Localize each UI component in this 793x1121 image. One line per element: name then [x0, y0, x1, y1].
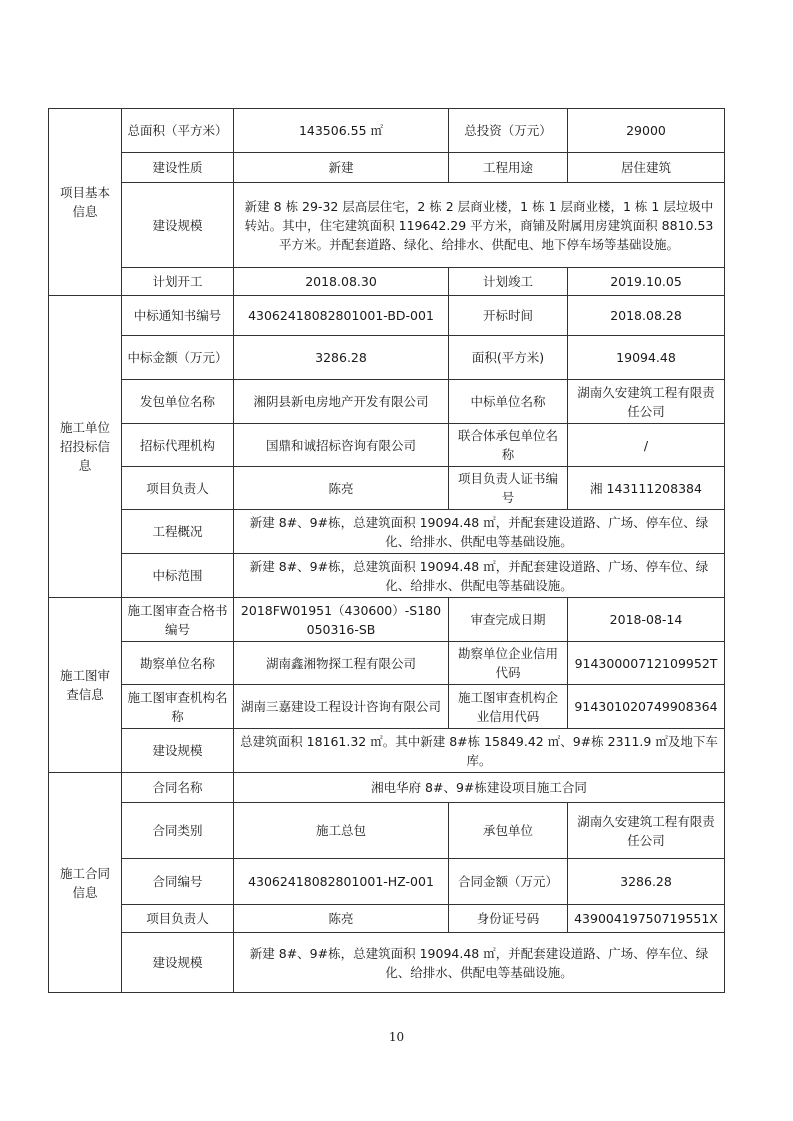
- contract-amount-label: 合同金额（万元）: [449, 859, 568, 905]
- bid-area-value: 19094.48: [568, 336, 725, 380]
- contract-scale-value: 新建 8#、9#栋，总建筑面积 19094.48 ㎡，并配套建设道路、广场、停车位、绿化、给排水、供配电等基础设施。: [234, 933, 725, 993]
- contract-contractor-value: 湖南久安建筑工程有限责任公司: [568, 803, 725, 859]
- review-row-cert: [49, 598, 725, 642]
- basic-row-scale: [49, 183, 725, 268]
- bid-row-units: [49, 380, 725, 424]
- contract-row-no: [49, 859, 725, 905]
- basic-row-nature: [49, 153, 725, 183]
- basic-invest-label: 总投资（万元）: [449, 109, 568, 153]
- contract-id-value: 43900419750719551X: [568, 905, 725, 933]
- review-cert-no-value: 2018FW01951（430600）-S180050316-SB: [234, 598, 449, 642]
- contract-row-scale: [49, 933, 725, 993]
- bid-cert-label: 项目负责人证书编号: [449, 467, 568, 510]
- bid-manager-label: 项目负责人: [122, 467, 234, 510]
- bid-row-overview: [49, 510, 725, 554]
- project-info-table: [48, 108, 725, 993]
- contract-scale-label: 建设规模: [122, 933, 234, 993]
- basic-finish-label: 计划竣工: [449, 268, 568, 296]
- bid-agency-value: 国鼎和诚招标咨询有限公司: [234, 424, 449, 467]
- basic-nature-label: 建设性质: [122, 153, 234, 183]
- review-row-survey: [49, 642, 725, 685]
- contract-no-value: 43062418082801001-HZ-001: [234, 859, 449, 905]
- bid-agency-label: 招标代理机构: [122, 424, 234, 467]
- basic-area-value: 143506.55 ㎡: [234, 109, 449, 153]
- contract-manager-value: 陈亮: [234, 905, 449, 933]
- bid-row-manager: [49, 467, 725, 510]
- bid-amount-label: 中标金额（万元）: [122, 336, 234, 380]
- review-row-agency: [49, 685, 725, 729]
- contract-type-value: 施工总包: [234, 803, 449, 859]
- review-done-date-value: 2018-08-14: [568, 598, 725, 642]
- basic-row-schedule: [49, 268, 725, 296]
- basic-finish-value: 2019.10.05: [568, 268, 725, 296]
- contract-name-label: 合同名称: [122, 773, 234, 803]
- bid-issuer-label: 发包单位名称: [122, 380, 234, 424]
- bid-row-amount: [49, 336, 725, 380]
- contract-row-name: [49, 773, 725, 803]
- bid-open-time-value: 2018.08.28: [568, 296, 725, 336]
- section-bid-label: 施工单位招投标信息: [49, 296, 122, 598]
- review-cert-no-label: 施工图审查合格书编号: [122, 598, 234, 642]
- bid-row-agency: [49, 424, 725, 467]
- basic-start-label: 计划开工: [122, 268, 234, 296]
- basic-nature-value: 新建: [234, 153, 449, 183]
- bid-joint-label: 联合体承包单位名称: [449, 424, 568, 467]
- bid-row-scope: [49, 554, 725, 598]
- bid-open-time-label: 开标时间: [449, 296, 568, 336]
- review-scale-label: 建设规模: [122, 729, 234, 773]
- review-agency-value: 湖南三嘉建设工程设计咨询有限公司: [234, 685, 449, 729]
- basic-start-value: 2018.08.30: [234, 268, 449, 296]
- contract-id-label: 身份证号码: [449, 905, 568, 933]
- bid-notice-no-label: 中标通知书编号: [122, 296, 234, 336]
- bid-notice-no-value: 43062418082801001-BD-001: [234, 296, 449, 336]
- contract-type-label: 合同类别: [122, 803, 234, 859]
- review-row-scale: [49, 729, 725, 773]
- basic-area-label: 总面积（平方米）: [122, 109, 234, 153]
- basic-row-area: [49, 109, 725, 153]
- review-agency-code-label: 施工图审查机构企业信用代码: [449, 685, 568, 729]
- contract-name-value: 湘电华府 8#、9#栋建设项目施工合同: [234, 773, 725, 803]
- basic-use-value: 居住建筑: [568, 153, 725, 183]
- review-survey-code-label: 勘察单位企业信用代码: [449, 642, 568, 685]
- contract-contractor-label: 承包单位: [449, 803, 568, 859]
- contract-row-type: [49, 803, 725, 859]
- bid-scope-value: 新建 8#、9#栋，总建筑面积 19094.48 ㎡，并配套建设道路、广场、停车位、绿化、给排水、供配电等基础设施。: [234, 554, 725, 598]
- contract-no-label: 合同编号: [122, 859, 234, 905]
- bid-winner-label: 中标单位名称: [449, 380, 568, 424]
- basic-use-label: 工程用途: [449, 153, 568, 183]
- bid-overview-label: 工程概况: [122, 510, 234, 554]
- contract-manager-label: 项目负责人: [122, 905, 234, 933]
- bid-overview-value: 新建 8#、9#栋，总建筑面积 19094.48 ㎡，并配套建设道路、广场、停车位、绿化、给排水、供配电等基础设施。: [234, 510, 725, 554]
- review-survey-value: 湖南鑫湘物探工程有限公司: [234, 642, 449, 685]
- review-survey-code-value: 91430000712109952T: [568, 642, 725, 685]
- basic-invest-value: 29000: [568, 109, 725, 153]
- review-agency-label: 施工图审查机构名称: [122, 685, 234, 729]
- review-agency-code-value: 914301020749908364: [568, 685, 725, 729]
- bid-cert-value: 湘 143111208384: [568, 467, 725, 510]
- section-review-label: 施工图审查信息: [49, 598, 122, 773]
- bid-issuer-value: 湘阴县新电房地产开发有限公司: [234, 380, 449, 424]
- bid-amount-value: 3286.28: [234, 336, 449, 380]
- bid-winner-value: 湖南久安建筑工程有限责任公司: [568, 380, 725, 424]
- section-contract-label: 施工合同信息: [49, 773, 122, 993]
- bid-scope-label: 中标范围: [122, 554, 234, 598]
- review-done-date-label: 审查完成日期: [449, 598, 568, 642]
- bid-area-label: 面积(平方米): [449, 336, 568, 380]
- review-survey-label: 勘察单位名称: [122, 642, 234, 685]
- bid-row-notice: [49, 296, 725, 336]
- section-basic-label: 项目基本信息: [49, 109, 122, 296]
- review-scale-value: 总建筑面积 18161.32 ㎡。其中新建 8#栋 15849.42 ㎡、9#栋 2311.9 ㎡及地下车库。: [234, 729, 725, 773]
- bid-manager-value: 陈亮: [234, 467, 449, 510]
- contract-row-manager: [49, 905, 725, 933]
- contract-amount-value: 3286.28: [568, 859, 725, 905]
- basic-scale-label: 建设规模: [122, 183, 234, 268]
- basic-scale-value: 新建 8 栋 29-32 层高层住宅，2 栋 2 层商业楼，1 栋 1 层商业楼，1 栋 1 层垃圾中转站。其中，住宅建筑面积 119642.29 平方米，商铺及附属用房建筑面积 8810.53 平方米。并配套道路、绿化、给排水、供配电、地下停车场等基础设施。: [234, 183, 725, 268]
- page-number: 10: [388, 1030, 405, 1044]
- bid-joint-value: /: [568, 424, 725, 467]
